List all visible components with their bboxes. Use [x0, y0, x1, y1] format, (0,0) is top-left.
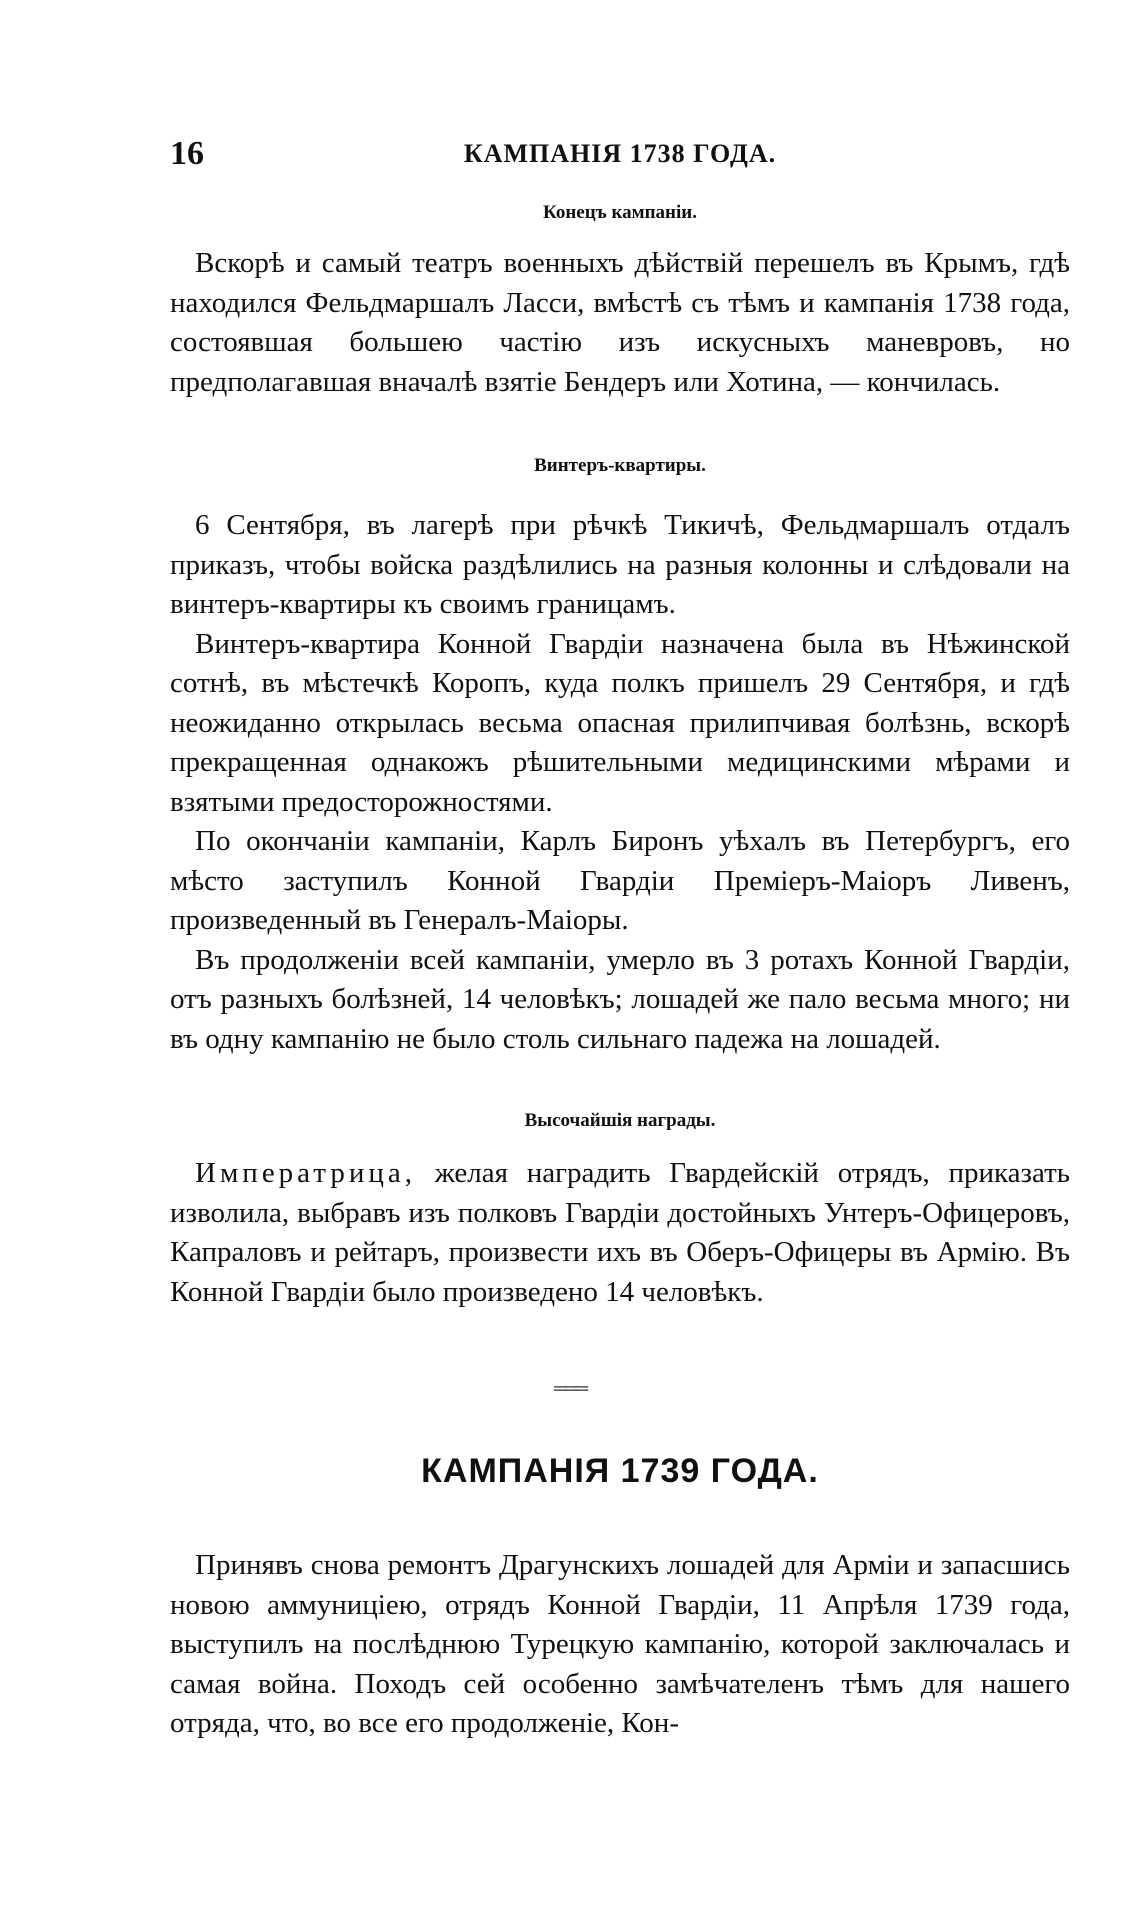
running-title: КАМПАНІЯ 1738 ГОДА. — [463, 139, 777, 168]
running-head — [170, 135, 1070, 175]
section-heading-end-of-campaign: Конецъ кампаніи. — [543, 202, 697, 223]
section-body-imperial-awards — [170, 1154, 1070, 1312]
paragraph-rest: желая наградить Гвардейскій отрядъ, приказать изволила, выбравъ изъ полковъ Гвардіи достойныхъ Унтеръ-Офицеровъ, Капраловъ и рейтаръ, произвести ихъ въ Оберъ-Офицеры въ Армію. Въ Конной Гвардіи было произведено 14 человѣкъ. — [170, 1157, 1070, 1308]
section-divider-ornament: ═══ — [553, 1378, 587, 1398]
paragraph: Винтеръ-квартира Конной Гвардіи назначена была въ Нѣжинской сотнѣ, въ мѣстечкѣ Коропъ, куда полкъ пришелъ 29 Сентября, и гдѣ неожиданно открылась весьма опасная прилипчивая болѣзнь, вскорѣ прекращенная однакожъ рѣшительными медицинскими мѣрами и взятыми предосторожностями. — [170, 627, 1070, 818]
paragraph: 6 Сентября, въ лагерѣ при рѣчкѣ Тикичѣ, Фельдмаршалъ отдалъ приказъ, чтобы войска раздѣлились на разныя колонны и слѣдовали на винтеръ-квартиры къ своимъ границамъ. — [170, 509, 1070, 620]
section-heading-winter-quarters: Винтеръ-квартиры. — [534, 455, 706, 476]
paragraph: По окончаніи кампаніи, Карлъ Биронъ уѣхалъ въ Петербургъ, его мѣсто заступилъ Конной Гвардіи Преміеръ-Маіоръ Ливенъ, произведенный въ Генералъ-Маіоры. — [170, 825, 1070, 936]
chapter-title: КАМПАНІЯ 1739 ГОДА. — [421, 1452, 819, 1490]
paragraph: Вскорѣ и самый театръ военныхъ дѣйствій перешелъ въ Крымъ, гдѣ находился Фельдмаршалъ Ласси, вмѣстѣ съ тѣмъ и кампанія 1738 года, состоявшая большею частію изъ искусныхъ маневровъ, но предполагавшая вначалѣ взятіе Бендеръ или Хотина, — кончилась. — [170, 247, 1070, 398]
section-body-end-of-campaign — [170, 244, 1070, 402]
spaced-lead-word: Императрица, — [195, 1157, 416, 1189]
chapter-body — [170, 1546, 1070, 1744]
paragraph — [170, 1154, 1070, 1312]
paragraph: Принявъ снова ремонтъ Драгунскихъ лошадей для Арміи и запасшись новою аммуниціею, отрядъ Конной Гвардіи, 11 Апрѣля 1739 года, выступилъ на послѣднюю Турецкую кампанію, которой заключалась и самая война. Походъ сей особенно замѣчателенъ тѣмъ для нашего отряда, что, во все его продолженіе, Кон- — [170, 1549, 1070, 1739]
paragraph: Въ продолженіи всей кампаніи, умерло въ 3 ротахъ Конной Гвардіи, отъ разныхъ болѣзней, 14 человѣкъ; лошадей же пало весьма много; ни въ одну кампанію не было столь сильнаго падежа на лошадей. — [170, 943, 1070, 1055]
page-number: 16 — [170, 135, 204, 172]
section-heading-imperial-awards: Высочайшія награды. — [524, 1110, 716, 1131]
section-body-winter-quarters — [170, 506, 1070, 1059]
